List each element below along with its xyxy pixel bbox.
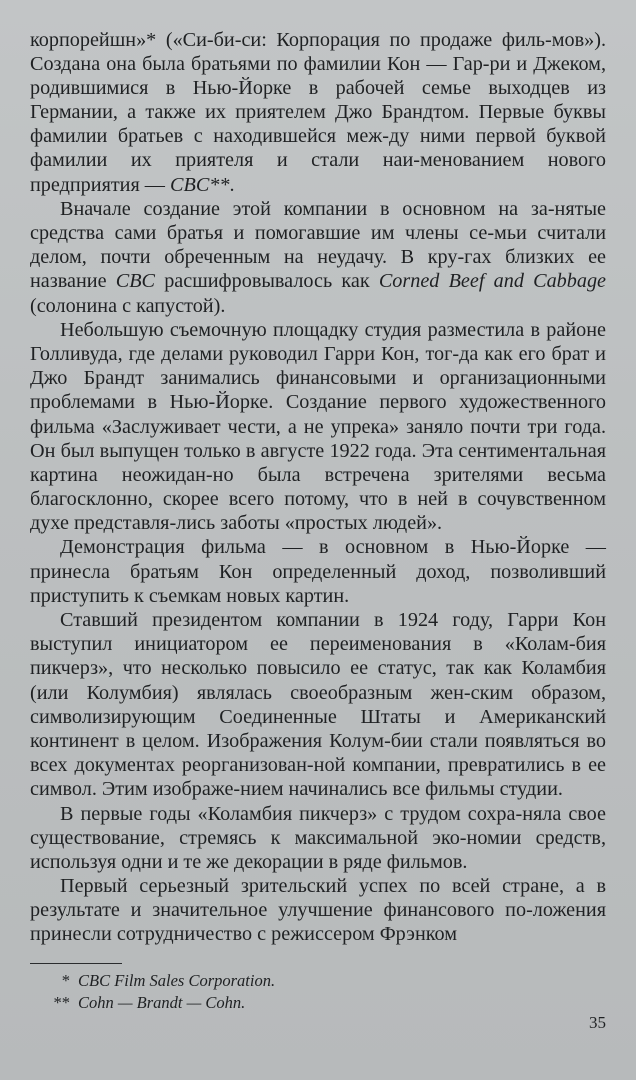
footnote <box>48 970 568 992</box>
italic-text: CBC** <box>170 173 230 196</box>
italic-text: Corned Beef and Cabbage <box>378 270 607 293</box>
footnotes <box>48 970 568 1014</box>
paragraph: В первые годы «Коламбия пикчерз» с трудом сохра-няла свое существование, стремясь к максимальной эко-номии средств, используя одни и те же декорации в ряде фильмов. <box>30 802 606 873</box>
paragraph: Вначале создание этой компании в основном на за-нятые средства сами братья и помогавшие им члены се-мьи считали делом, почти обреченным на неудачу. В кру-гах близких ее название CBC расшифровывалось как Corned Beef and Cabbage (солонина с капустой). <box>30 198 607 317</box>
footnote-mark: * <box>61 971 70 990</box>
footnote-text: CBC Film Sales Corporation. <box>78 971 276 990</box>
footnote <box>48 992 568 1014</box>
paragraph: корпорейшн»* («Си-би-си: Корпорация по продаже филь-мов»). Создана она была братьями по фамилии Кон — Гар-ри и Джеком, родившимися в Нью-Йорке в рабочей семье выходцев из Германии, а также их приятелем Джо Брандтом. Первые буквы фамилии братьев с находившейся меж-ду ними первой буквой фамилии их приятеля и стали наи-менованием нового предприятия — CBC**. <box>30 29 606 196</box>
italic-text: CBC <box>115 270 155 293</box>
footnote-divider <box>30 963 122 964</box>
paragraph: Демонстрация фильма — в основном в Нью-Йорке — принесла братьям Кон определенный доход, позволивший приступить к съемкам новых картин. <box>30 536 606 607</box>
footnote-mark: ** <box>53 993 70 1012</box>
body-text <box>30 28 606 947</box>
footnote-text: Cohn — Brandt — Cohn. <box>78 993 246 1012</box>
paragraph: Небольшую съемочную площадку студия разместила в районе Голливуда, где делами руководил Гарри Кон, тог-да как его брат и Джо Брандт занимались финансовыми и организационными проблемами в Нью-Йорке. Создание первого художественного фильма «Заслуживает чести, а не упрека» заняло почти три года. Он был выпущен только в августе 1922 года. Эта сентиментальная картина неожидан-но была встречена зрителями весьма благосклонно, скорее всего потому, что в ней в сочувственном духе представля-лись заботы «простых людей». <box>30 319 606 534</box>
paragraph: Первый серьезный зрительский успех по всей стране, а в результате и значительное улучшение финансового по-ложения принесли сотрудничество с режиссером Фрэнком <box>30 875 606 946</box>
page-number: 35 <box>589 1013 606 1032</box>
paragraph: Ставший президентом компании в 1924 году, Гарри Кон выступил инициатором ее переименования в «Колам-бия пикчерз», что несколько повысило ее статус, так как Коламбия (или Колумбия) являлась своеобразным жен-ским образом, символизирующим Соединенные Штаты и Американский континент в целом. Изображения Колум-бии стали появляться во всех документах реорганизован-ной компании, превратились в ее символ. Этим изображе-нием начинались все фильмы студии. <box>30 609 606 800</box>
